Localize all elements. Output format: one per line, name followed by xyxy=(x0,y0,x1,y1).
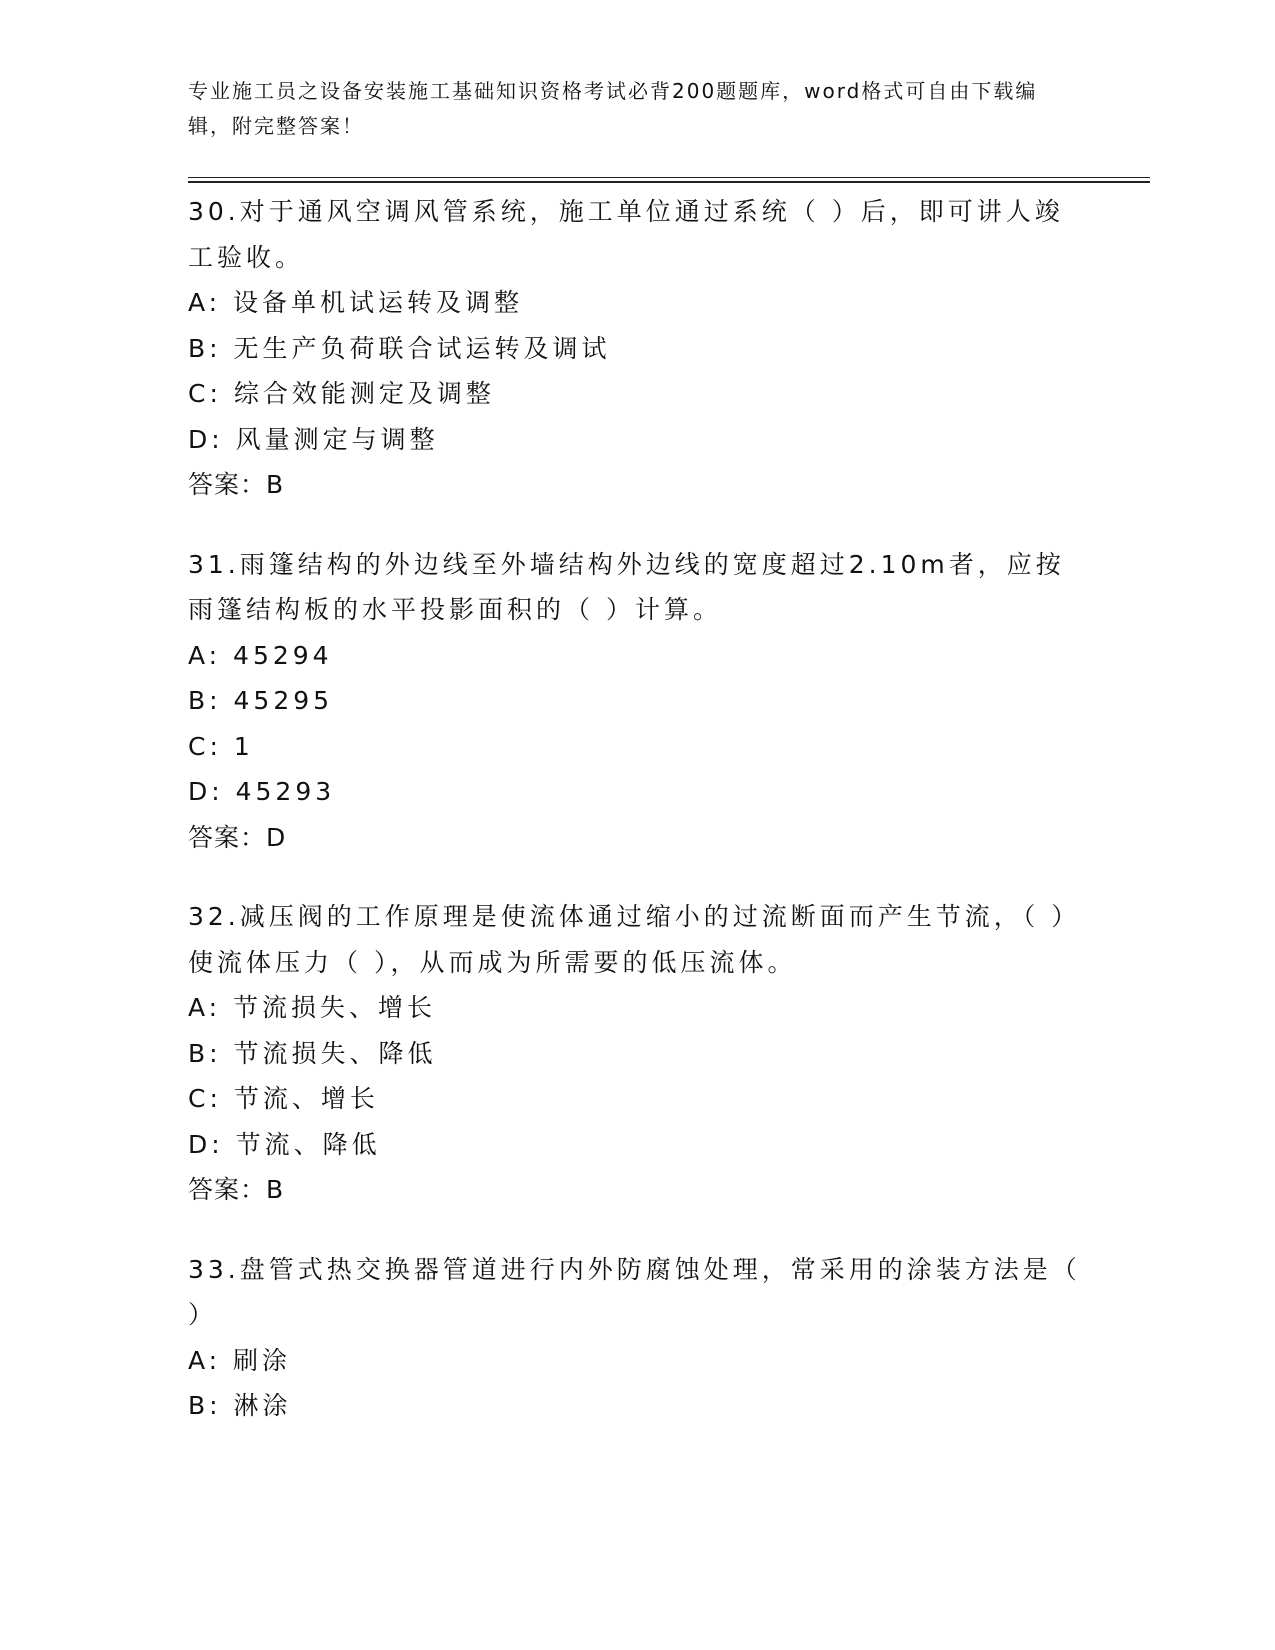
option-b: B: 45295 xyxy=(188,686,334,715)
answer-line: 答案：B xyxy=(188,1175,285,1204)
option-a: A: 刷涂 xyxy=(188,1345,292,1375)
option-a: A: 节流损失、增长 xyxy=(188,993,437,1022)
option-a: A: 45294 xyxy=(188,640,333,670)
question-stem: 30.对于通风空调风管系统，施工单位通过系统（ ）后，即可讲人竣工验收。 xyxy=(188,197,1064,272)
option-b: B: 节流损失、降低 xyxy=(188,1038,437,1068)
question-list xyxy=(188,189,1093,1463)
option-c: C: 节流、增长 xyxy=(188,1084,379,1113)
option-c: C: 综合效能测定及调整 xyxy=(188,379,495,408)
question-stem: 31.雨篷结构的外边线至外墙结构外边线的宽度超过2.10m者，应按雨篷结构板的水平投影面积的（ ）计算。 xyxy=(188,549,1065,624)
document-header: 专业施工员之设备安装施工基础知识资格考试必背200题题库，word格式可自由下载编辑，附完整答案！ xyxy=(188,79,1038,138)
option-d: D: 45293 xyxy=(188,777,336,806)
question-31 xyxy=(188,542,1088,861)
option-b: B: 淋涂 xyxy=(188,1391,292,1420)
header-divider-thick xyxy=(188,181,1150,183)
option-d: D: 风量测定与调整 xyxy=(188,424,439,454)
question-stem: 32.减压阀的工作原理是使流体通过缩小的过流断面而产生节流，（ ）使流体压力（ ），从而成为所需要的低压流体。 xyxy=(188,902,1081,977)
option-c: C: 1 xyxy=(188,731,254,761)
answer-line: 答案：D xyxy=(188,822,287,852)
answer-line: 答案：B xyxy=(188,470,285,499)
option-a: A: 设备单机试运转及调整 xyxy=(188,288,524,317)
question-32 xyxy=(188,894,1088,1213)
header-divider-thin xyxy=(188,177,1150,178)
option-d: D: 节流、降低 xyxy=(188,1129,381,1159)
question-30 xyxy=(188,189,1088,508)
question-33 xyxy=(188,1247,1093,1429)
option-b: B: 无生产负荷联合试运转及调试 xyxy=(188,333,611,363)
question-stem: 33.盘管式热交换器管道进行内外防腐蚀处理，常采用的涂装方法是（ ） xyxy=(188,1254,1093,1329)
